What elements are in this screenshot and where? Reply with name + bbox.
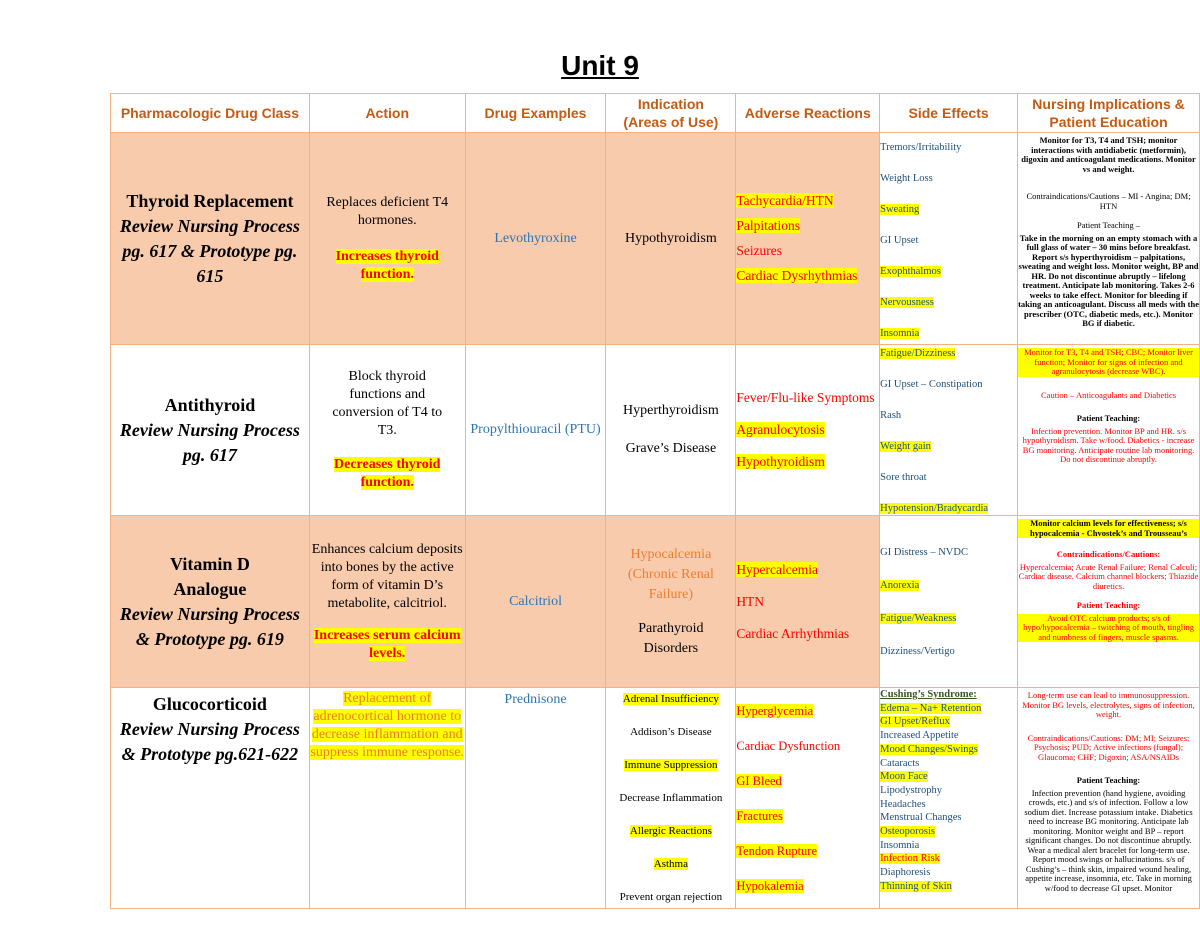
side-effect-item: Tremors/Irritability: [880, 142, 962, 153]
side-effect-item: Edema – Na+ Retention: [880, 702, 982, 714]
nursing-text: Contraindications/Cautions – MI - Angina; DM; HTN: [1026, 191, 1191, 211]
nursing-cell: [1018, 133, 1200, 345]
action-text: Replaces deficient T4 hormones.: [326, 194, 449, 228]
drug-example-cell: [465, 345, 606, 516]
adverse-item: GI Bleed: [736, 773, 782, 788]
nursing-text: Patient Teaching:: [1076, 775, 1141, 785]
adverse-item: Tendon Rupture: [736, 843, 818, 858]
side-effects-cell: [880, 345, 1018, 516]
side-effects-cell: [880, 688, 1018, 909]
side-effect-item: Headaches: [880, 798, 926, 810]
side-effect-item: Exophthalmos: [880, 266, 941, 277]
drug-class-ref: Review Nursing Process pg. 617 & Prototype pg. 615: [119, 215, 300, 286]
indication-item: Grave’s Disease: [625, 441, 717, 456]
indication-item: Addison’s Disease: [630, 726, 712, 738]
header-side-effects: Side Effects: [880, 94, 1018, 133]
indication-item: Adrenal Insufficiency: [622, 693, 719, 705]
nursing-text: Long-term use can lead to immunosuppression. Monitor BG levels, electrolytes, signs of infection, weight.: [1022, 690, 1195, 719]
adverse-item: Hypokalemia: [736, 878, 804, 893]
side-effect-item: Osteoporosis: [880, 826, 935, 838]
side-effects-cell: [880, 516, 1018, 688]
table-row: [111, 516, 1200, 688]
drug-class-cell: [111, 133, 310, 345]
indication-item: Prevent organ rejection: [619, 891, 723, 903]
header-action: Action: [309, 94, 465, 133]
drug-class-name: Glucocorticoid: [152, 694, 267, 714]
action-cell: [309, 688, 465, 909]
nursing-text: Contraindications/Cautions:: [1056, 549, 1161, 559]
nursing-text: Monitor for T3, T4 and TSH; monitor interactions with antidiabetic (metformin), digoxin and anticoagulant medications. Monitor vs and weight.: [1021, 135, 1196, 174]
drug-table: [110, 93, 1200, 909]
drug-example-cell: [465, 516, 606, 688]
side-effect-item: GI Upset/Reflux: [880, 716, 950, 728]
action-text: Replacement of adrenocortical hormone to decrease inflammation and suppress immune response.: [310, 691, 465, 760]
adverse-item: Seizures: [736, 243, 783, 258]
side-effect-item: Fatigue/Weakness: [880, 612, 957, 624]
adverse-item: Palpitations: [736, 218, 801, 233]
nursing-text: Take in the morning on an empty stomach with a full glass of water – 30 mins before breakfast. Report s/s hyperthyroidism – palpitations, sweating and weight loss. Monitor weight, BP and HR. Do not discontinue abruptly – lifelong treatment. Anticipate lab monitoring. Takes 2-6 weeks to take effect. Monitor for bleeding if taking an anticoagulant. Discuss all meds with the prescriber (OTC, diabetic meds, etc.). Monitor BG if diabetic.: [1018, 232, 1199, 328]
nursing-text: Contraindications/Cautions: DM; MI; Seizures; Psychosis; PUD; Active infections (fungal); Glaucoma; CHF; Digoxin; ASA/NSAIDs: [1027, 732, 1190, 762]
nursing-text: Patient Teaching –: [1077, 220, 1141, 230]
adverse-item: Hypercalcemia: [736, 561, 819, 577]
side-effect-item: Weight gain: [880, 441, 931, 452]
header-nursing: Nursing Implications & Patient Education: [1018, 94, 1200, 133]
action-effect: Increases serum calcium levels.: [313, 627, 461, 661]
adverse-cell: [736, 133, 880, 345]
indication-cell: [606, 516, 736, 688]
drug-example: Levothyroxine: [494, 230, 577, 246]
adverse-item: Fever/Flu-like Symptoms: [736, 390, 875, 405]
nursing-cell: [1018, 345, 1200, 516]
drug-class-cell: [111, 345, 310, 516]
header-adverse-reactions: Adverse Reactions: [736, 94, 880, 133]
drug-example-cell: [465, 688, 606, 909]
side-effect-item: GI Upset: [880, 235, 919, 246]
nursing-text: Monitor calcium levels for effectiveness; s/s hypocalcemia - Chvostek’s and Trousseau’s: [1018, 519, 1199, 538]
adverse-item: Fractures: [736, 808, 783, 823]
table-row: [111, 133, 1200, 345]
adverse-item: Cardiac Arrhythmias: [736, 625, 850, 641]
nursing-text: Infection prevention (hand hygiene, avoiding crowds, etc.) and s/s of infection. Follow a low sodium diet. Increase potassium intake. Diabetics need to increase BG monitoring. Anticipate lab monitoring. Monitor weight and BP – report significant changes. Do not discontinue abruptly. Wear a medical alert bracelet for long-term use. Report mood swings or hallucinations. s/s of Cushing’s – think skin, impaired wound healing, appetite increase, insomnia, etc. Take in morning w/food to decrease GI upset. Monitor: [1024, 787, 1193, 893]
nursing-text: Patient Teaching:: [1076, 600, 1141, 610]
side-effect-item: Sore throat: [880, 472, 927, 483]
side-effect-item: Cataracts: [880, 757, 920, 769]
side-effect-item: Mood Changes/Swings: [880, 743, 978, 755]
adverse-item: Tachycardia/HTN: [736, 193, 834, 208]
action-effect: Increases thyroid function.: [335, 248, 439, 282]
action-effect: Decreases thyroid function.: [334, 457, 441, 490]
adverse-cell: [736, 345, 880, 516]
drug-class-ref: Review Nursing Process & Prototype pg.621-622: [119, 719, 300, 764]
side-effect-item: Diaphoresis: [880, 867, 931, 879]
drug-class-name: Vitamin D Analogue: [170, 553, 250, 599]
indication-cell: [606, 345, 736, 516]
nursing-text: Patient Teaching:: [1076, 413, 1141, 423]
action-cell: [309, 345, 465, 516]
indication-item: Asthma: [653, 858, 688, 870]
indication-item: Hyperthyroidism: [623, 403, 719, 418]
side-effect-item: Dizziness/Vertigo: [880, 645, 955, 657]
nursing-text: Hypercalcemia; Acute Renal Failure; Renal Calculi; Cardiac disease. Calcium channel blockers; Thiazide diuretics.: [1018, 561, 1199, 591]
side-effect-item: Sweating: [880, 204, 920, 215]
page-title: Unit 9: [561, 50, 639, 81]
action-cell: [309, 133, 465, 345]
drug-class-cell: [111, 688, 310, 909]
header-drug-examples: Drug Examples: [465, 94, 606, 133]
side-effect-item: Weight Loss: [880, 173, 933, 184]
side-effects-cell: [880, 133, 1018, 345]
drug-class-name: Thyroid Replacement: [126, 190, 294, 211]
adverse-item: Cardiac Dysrhythmias: [736, 268, 858, 283]
indication-item: Decrease Inflammation: [619, 792, 723, 804]
nursing-text: Monitor for T3, T4 and TSH; CBC; Monitor liver function; Monitor for signs of infection and agranulocytosis (decrease WBC).: [1018, 348, 1199, 377]
drug-example-cell: [465, 133, 606, 345]
side-effect-item: Menstrual Changes: [880, 812, 962, 824]
drug-class-ref: Review Nursing Process pg. 617: [119, 419, 300, 465]
side-effect-item: Rash: [880, 410, 902, 421]
drug-class-cell: [111, 516, 310, 688]
side-effect-item: Lipodystrophy: [880, 784, 942, 796]
indication-item: Immune Suppression: [624, 759, 718, 771]
side-effect-item: Insomnia: [880, 839, 920, 851]
indication-item: Allergic Reactions: [629, 825, 712, 837]
nursing-cell: [1018, 516, 1200, 688]
indication-cell: [606, 133, 736, 345]
drug-class-name: Antithyroid: [164, 394, 256, 415]
action-cell: [309, 516, 465, 688]
adverse-item: Hypothyroidism: [736, 454, 825, 469]
indication-item: Hypothyroidism: [624, 230, 717, 246]
adverse-cell: [736, 688, 880, 909]
side-effect-item: GI Distress – NVDC: [880, 546, 968, 558]
side-effect-item: Fatigue/Dizziness: [880, 348, 956, 359]
side-effect-item: Insomnia: [880, 328, 920, 339]
side-effect-item: Cushing’s Syndrome:: [880, 689, 977, 700]
indication-item: Hypocalcemia (Chronic Renal Failure): [627, 546, 714, 602]
adverse-item: Agranulocytosis: [736, 422, 825, 437]
header-drug-class: Pharmacologic Drug Class: [111, 94, 310, 133]
adverse-cell: [736, 516, 880, 688]
side-effect-item: Thinning of Skin: [880, 880, 952, 892]
action-text: Block thyroid functions and conversion of T4 to T3.: [332, 369, 443, 438]
side-effect-item: Moon Face: [880, 771, 928, 783]
side-effect-item: Nervousness: [880, 297, 934, 308]
nursing-text: Avoid OTC calcium products; s/s of hypo/hypocalcemia – twitching of mouth, tingling and numbness of fingers, muscle spasms.: [1018, 614, 1199, 643]
adverse-item: Hyperglycemia: [736, 703, 814, 718]
drug-example: Calcitriol: [509, 593, 562, 609]
side-effect-item: Infection Risk: [880, 853, 940, 865]
drug-example: Prednisone: [504, 692, 567, 707]
drug-class-ref: Review Nursing Process & Prototype pg. 619: [119, 603, 300, 649]
adverse-item: HTN: [736, 593, 765, 609]
nursing-cell: [1018, 688, 1200, 909]
side-effect-item: Increased Appetite: [880, 730, 959, 742]
table-row: [111, 345, 1200, 516]
indication-item: Parathyroid Disorders: [638, 620, 704, 656]
nursing-text: Infection prevention. Monitor BP and HR. s/s hypothyroidism. Take w/food. Diabetics - increase BG monitoring. Anticipate routine lab monitoring. Do not discontinue abruptly.: [1022, 425, 1195, 464]
nursing-text: Caution – Anticoagulants and Diabetics: [1041, 389, 1177, 400]
adverse-item: Cardiac Dysfunction: [736, 738, 841, 753]
table-row: [111, 688, 1200, 909]
action-text: Enhances calcium deposits into bones by the active form of vitamin D’s metabolite, calcitriol.: [311, 541, 463, 611]
drug-example: Propylthiouracil (PTU): [470, 422, 601, 437]
header-row: [111, 94, 1200, 133]
side-effect-item: Anorexia: [880, 579, 920, 591]
side-effect-item: Hypotension/Bradycardia: [880, 503, 989, 514]
side-effect-item: GI Upset – Constipation: [880, 379, 983, 390]
header-indication: Indication (Areas of Use): [606, 94, 736, 133]
indication-cell: [606, 688, 736, 909]
